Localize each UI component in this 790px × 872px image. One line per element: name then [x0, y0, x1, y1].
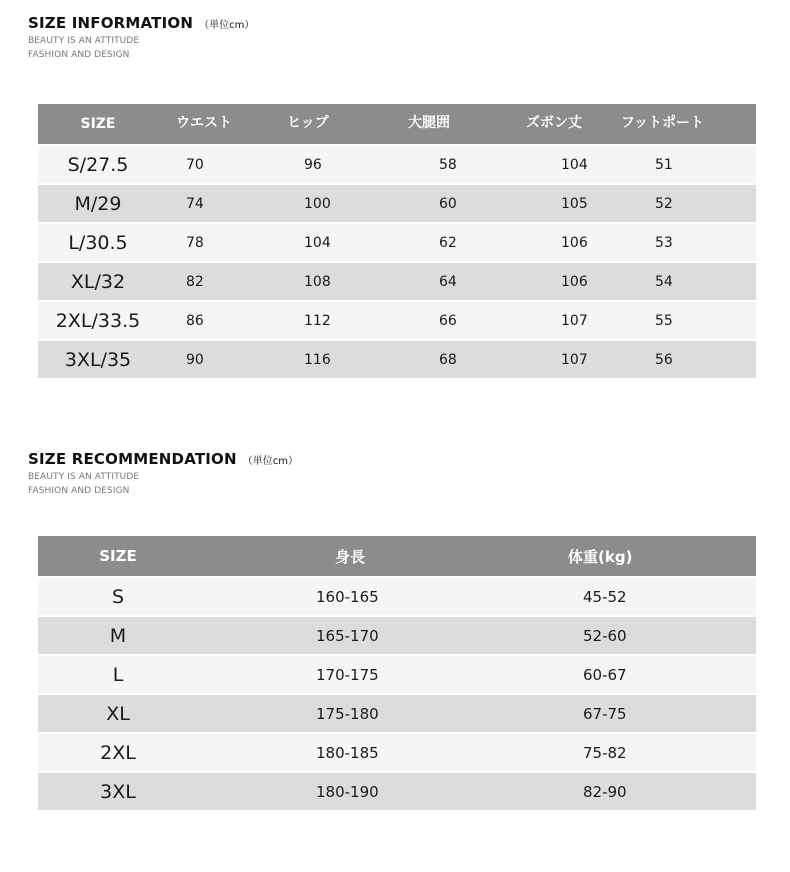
weight-cell: 75-82 — [583, 743, 627, 762]
table-row — [38, 300, 756, 339]
table-row — [38, 183, 756, 222]
header-cell-length: ズボン丈 — [526, 115, 582, 131]
waist-cell: 86 — [186, 312, 204, 329]
size-cell: 2XL/33.5 — [55, 309, 141, 332]
height-cell: 175-180 — [316, 704, 379, 723]
waist-cell: 90 — [186, 351, 204, 368]
thigh-cell: 68 — [439, 351, 457, 368]
length-cell: 106 — [561, 273, 588, 290]
weight-cell: 60-67 — [583, 665, 627, 684]
size-cell: XL — [106, 702, 130, 725]
waist-cell: 74 — [186, 195, 204, 212]
length-cell: 107 — [561, 351, 588, 368]
height-cell: 170-175 — [316, 665, 379, 684]
height-cell: 160-165 — [316, 587, 379, 606]
hip-cell: 96 — [304, 156, 322, 173]
size-recommendation-table — [38, 536, 756, 810]
size-cell: 2XL — [100, 741, 136, 764]
header-cell-height: 身長 — [335, 547, 366, 566]
height-cell: 180-185 — [316, 743, 379, 762]
size-information-subtitle-1: BEAUTY IS AN ATTITUDE — [28, 36, 140, 46]
weight-cell: 52-60 — [583, 626, 627, 645]
height-cell: 165-170 — [316, 626, 379, 645]
table-row — [38, 339, 756, 378]
table-row — [38, 576, 756, 615]
thigh-cell: 62 — [439, 234, 457, 251]
header-cell-thigh: 大腿囲 — [408, 115, 450, 131]
hem-cell: 53 — [655, 234, 673, 251]
hip-cell: 108 — [304, 273, 331, 290]
waist-cell: 78 — [186, 234, 204, 251]
header-cell-waist: ウエスト — [176, 115, 232, 131]
header-cell-hip: ヒップ — [287, 115, 329, 131]
hip-cell: 116 — [304, 351, 331, 368]
size-recommendation-title: SIZE RECOMMENDATION — [28, 450, 237, 468]
size-recommendation-subtitle-1: BEAUTY IS AN ATTITUDE — [28, 472, 140, 482]
hip-cell: 112 — [304, 312, 331, 329]
size-cell: 3XL — [100, 780, 136, 803]
weight-cell: 45-52 — [583, 587, 627, 606]
size-cell: M — [109, 624, 127, 647]
waist-cell: 82 — [186, 273, 204, 290]
waist-cell: 70 — [186, 156, 204, 173]
size-cell: L/30.5 — [68, 231, 128, 254]
table-row — [38, 615, 756, 654]
hem-cell: 56 — [655, 351, 673, 368]
size-recommendation-header — [28, 450, 298, 498]
hem-cell: 55 — [655, 312, 673, 329]
hem-cell: 51 — [655, 156, 673, 173]
hem-cell: 54 — [655, 273, 673, 290]
table-row — [38, 654, 756, 693]
weight-cell: 82-90 — [583, 782, 627, 801]
size-cell: L — [112, 663, 124, 686]
size-cell: M/29 — [74, 192, 122, 215]
table-row — [38, 222, 756, 261]
length-cell: 104 — [561, 156, 588, 173]
size-cell: XL/32 — [70, 270, 126, 293]
thigh-cell: 60 — [439, 195, 457, 212]
thigh-cell: 66 — [439, 312, 457, 329]
table-row — [38, 771, 756, 810]
size-recommendation-unit: （単位cm） — [242, 456, 299, 467]
size-information-title: SIZE INFORMATION — [28, 14, 194, 32]
header-cell-size: SIZE — [80, 116, 116, 132]
hip-cell: 104 — [304, 234, 331, 251]
length-cell: 106 — [561, 234, 588, 251]
size-recommendation-subtitle-2: FASHION AND DESIGN — [28, 486, 130, 496]
header-cell-weight: 体重(kg) — [568, 547, 633, 566]
size-information-subtitle-2: FASHION AND DESIGN — [28, 50, 130, 60]
size-information-header — [28, 14, 254, 62]
size-information-table — [38, 104, 756, 378]
size-recommendation-title-line — [28, 450, 298, 468]
thigh-cell: 64 — [439, 273, 457, 290]
table-row — [38, 144, 756, 183]
size-cell: S/27.5 — [67, 153, 129, 176]
header-cell-size: SIZE — [99, 547, 137, 565]
hip-cell: 100 — [304, 195, 331, 212]
table-row — [38, 732, 756, 771]
size-cell: S — [111, 585, 125, 608]
height-cell: 180-190 — [316, 782, 379, 801]
size-recommendation-header-row — [38, 536, 756, 576]
weight-cell: 67-75 — [583, 704, 627, 723]
length-cell: 105 — [561, 195, 588, 212]
thigh-cell: 58 — [439, 156, 457, 173]
hem-cell: 52 — [655, 195, 673, 212]
table-row — [38, 261, 756, 300]
size-information-header-row — [38, 104, 756, 144]
table-row — [38, 693, 756, 732]
header-cell-hem: フットポート — [621, 115, 705, 131]
size-information-title-line — [28, 14, 254, 32]
size-cell: 3XL/35 — [64, 348, 132, 371]
length-cell: 107 — [561, 312, 588, 329]
size-information-unit: （単位cm） — [199, 20, 255, 31]
